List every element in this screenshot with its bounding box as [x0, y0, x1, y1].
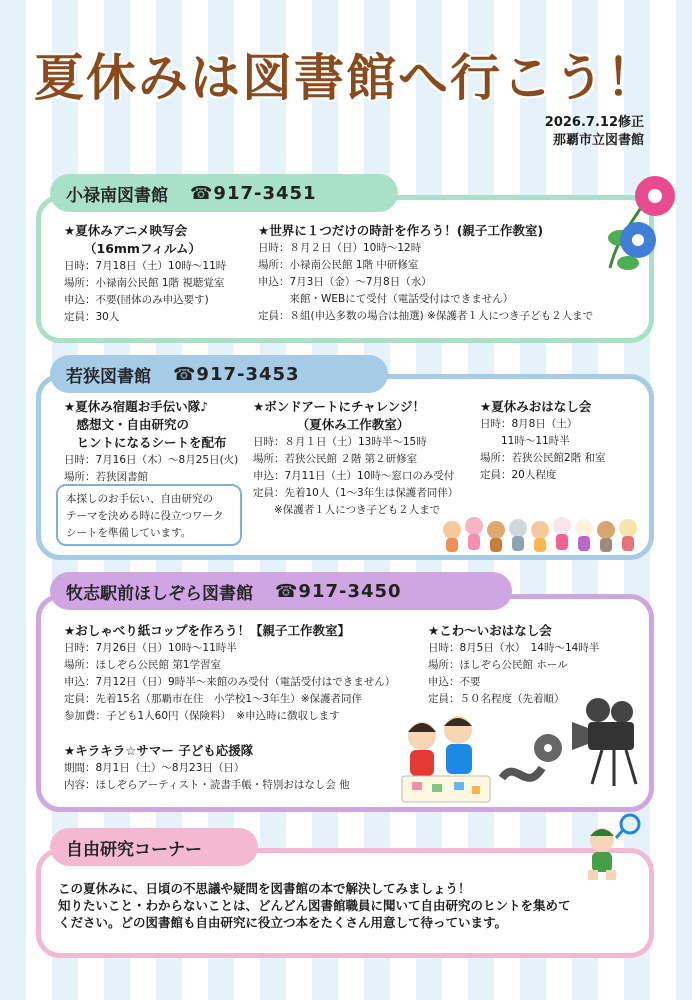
event-title: 感想文・自由研究の [64, 417, 190, 432]
event-clock [258, 222, 593, 325]
phone-number: ☎917-3451 [190, 182, 317, 204]
event-line: 場所：若狭公民館2階 和室 [480, 452, 606, 464]
event-title: ★キラキラ☆サマー 子ども応援隊 [64, 743, 254, 758]
event-kowai-ohanashi [428, 622, 599, 708]
event-line: 申込：不要 [428, 676, 481, 688]
tab-makishi [50, 572, 512, 610]
tab-kouroku [50, 174, 398, 212]
event-title: ★夏休み宿題お手伝い隊♪ [64, 399, 209, 414]
event-paper-cup [64, 622, 395, 725]
event-bond-art [253, 398, 458, 519]
event-ohanashi-wakasa [480, 398, 606, 484]
event-line: 日時：８月１日（土）13時半～15時 [253, 436, 427, 448]
film-projector-illustration [496, 698, 646, 798]
event-line: 定員：８組(申込多数の場合は抽選) ※保護者１人につき子ども２人まで [258, 310, 594, 322]
tab-wakasa [50, 355, 388, 393]
library-org: 那覇市立図書館 [552, 133, 644, 148]
event-anime [64, 222, 226, 326]
jiyu-line: この夏休みに、日頃の不思議や疑問を図書館の本で解決してみましょう！ [58, 881, 471, 896]
revision-info [545, 114, 644, 150]
kids-crafting-illustration [396, 710, 496, 806]
event-line: 申込：7月12日（日）9時半～来館のみ受付（電話受付はできません） [64, 676, 396, 688]
phone-number: ☎917-3453 [173, 363, 300, 385]
event-line: 申込：7月11日（土）10時～窓口のみ受付 [253, 470, 455, 482]
note-line: テーマを決める時に役立つワーク [66, 510, 224, 522]
event-line: 日時：7月16日（木）～8月25日(火) [64, 454, 239, 466]
event-line: 場所：小禄南公民館 1階 中研修室 [258, 259, 419, 271]
section-name: 自由研究コーナー [66, 839, 202, 860]
event-line: 参加費：子ども1人60円（保険料） ※申込時に徴収します [64, 710, 340, 722]
library-name: 若狭図書館 [66, 366, 151, 387]
note-box [56, 484, 242, 546]
event-title: ★夏休みおはなし会 [480, 399, 592, 414]
event-line: 定員：５０名程度（先着順） [428, 693, 565, 705]
event-line: 場所：若狭公民館 ２階 第２研修室 [253, 453, 418, 465]
jiyu-description [58, 880, 571, 931]
event-title: ★世界に１つだけの時計を作ろう！(親子工作教室) [258, 223, 544, 238]
note-line: シートを準備しています。 [66, 527, 192, 539]
event-subtitle: （16mmフィルム） [84, 241, 201, 256]
event-line: 申込：不要(団体のみ申込要す) [64, 294, 209, 306]
event-line: 内容：ほしぞらアーティスト・読書手帳・特別おはなし会 他 [64, 779, 350, 791]
morning-glory-icon [600, 168, 680, 278]
library-name: 小禄南図書館 [66, 185, 168, 206]
tab-jiyu [50, 828, 258, 866]
event-title: ★ボンドアートにチャレンジ！ [253, 399, 425, 414]
event-line: 場所：若狭図書館 [64, 471, 148, 483]
event-title: ヒントになるシートを配布 [64, 435, 227, 450]
event-line: 定員：先着15名（那覇市在住 小学校1～3年生）※保護者同伴 [64, 693, 363, 705]
event-line: 場所：小禄南公民館 1階 視聴覚室 [64, 277, 225, 289]
event-line: 日時：8月5日（水） 14時～14時半 [428, 642, 600, 654]
event-line: ※保護者１人につき子ども２人まで [253, 504, 441, 516]
event-title: ★夏休みアニメ映写会 [64, 223, 188, 238]
page-title: 夏休みは図書館へ行こう！ [34, 49, 658, 107]
event-title: ★おしゃべり紙コップを作ろう！【親子工作教室】 [64, 623, 350, 638]
animals-illustration [440, 512, 640, 558]
event-line: 場所：ほしぞら公民館 ホール [428, 659, 568, 671]
library-name: 牧志駅前ほしぞら図書館 [66, 583, 253, 604]
event-title: ★こわ～いおはなし会 [428, 623, 552, 638]
phone-number: ☎917-3450 [275, 580, 402, 602]
child-magnifier-illustration [578, 812, 648, 884]
event-line: 日時：7月18日（土）10時～11時 [64, 260, 227, 272]
jiyu-line: ください。どの図書館も自由研究に役立つ本をたくさん用意して待っています。 [58, 915, 508, 930]
event-line: 日時：7月26日（日）10時～11時半 [64, 642, 237, 654]
event-line: 来館・WEBにて受付（電話受付はできません） [258, 293, 514, 305]
event-line: 日時：８月２日（日）10時～12時 [258, 242, 422, 254]
event-line: 11時～11時半 [480, 435, 570, 447]
event-line: 定員：30人 [64, 311, 120, 323]
event-line: 期間：8月1日（土）～8月23日（日） [64, 762, 245, 774]
event-kirakira-summer [64, 742, 350, 794]
event-line: 申込：7月3日（金）～7月8日（水） [258, 276, 432, 288]
note-line: 本探しのお手伝い、自由研究の [66, 493, 213, 505]
event-line: 日時：8月8日（土） [480, 418, 578, 430]
event-line: 定員：先着10人（1～3年生は保護者同伴） [253, 487, 459, 499]
event-homework [64, 398, 238, 486]
revision-date: 2026.7.12修正 [544, 115, 644, 130]
event-title: （夏休み工作教室） [253, 417, 410, 432]
event-line: 場所：ほしぞら公民館 第1学習室 [64, 659, 222, 671]
jiyu-line: 知りたいこと・わからないことは、どんどん図書館職員に聞いて自由研究のヒントを集めて [58, 898, 571, 913]
event-line: 定員：20人程度 [480, 469, 557, 481]
